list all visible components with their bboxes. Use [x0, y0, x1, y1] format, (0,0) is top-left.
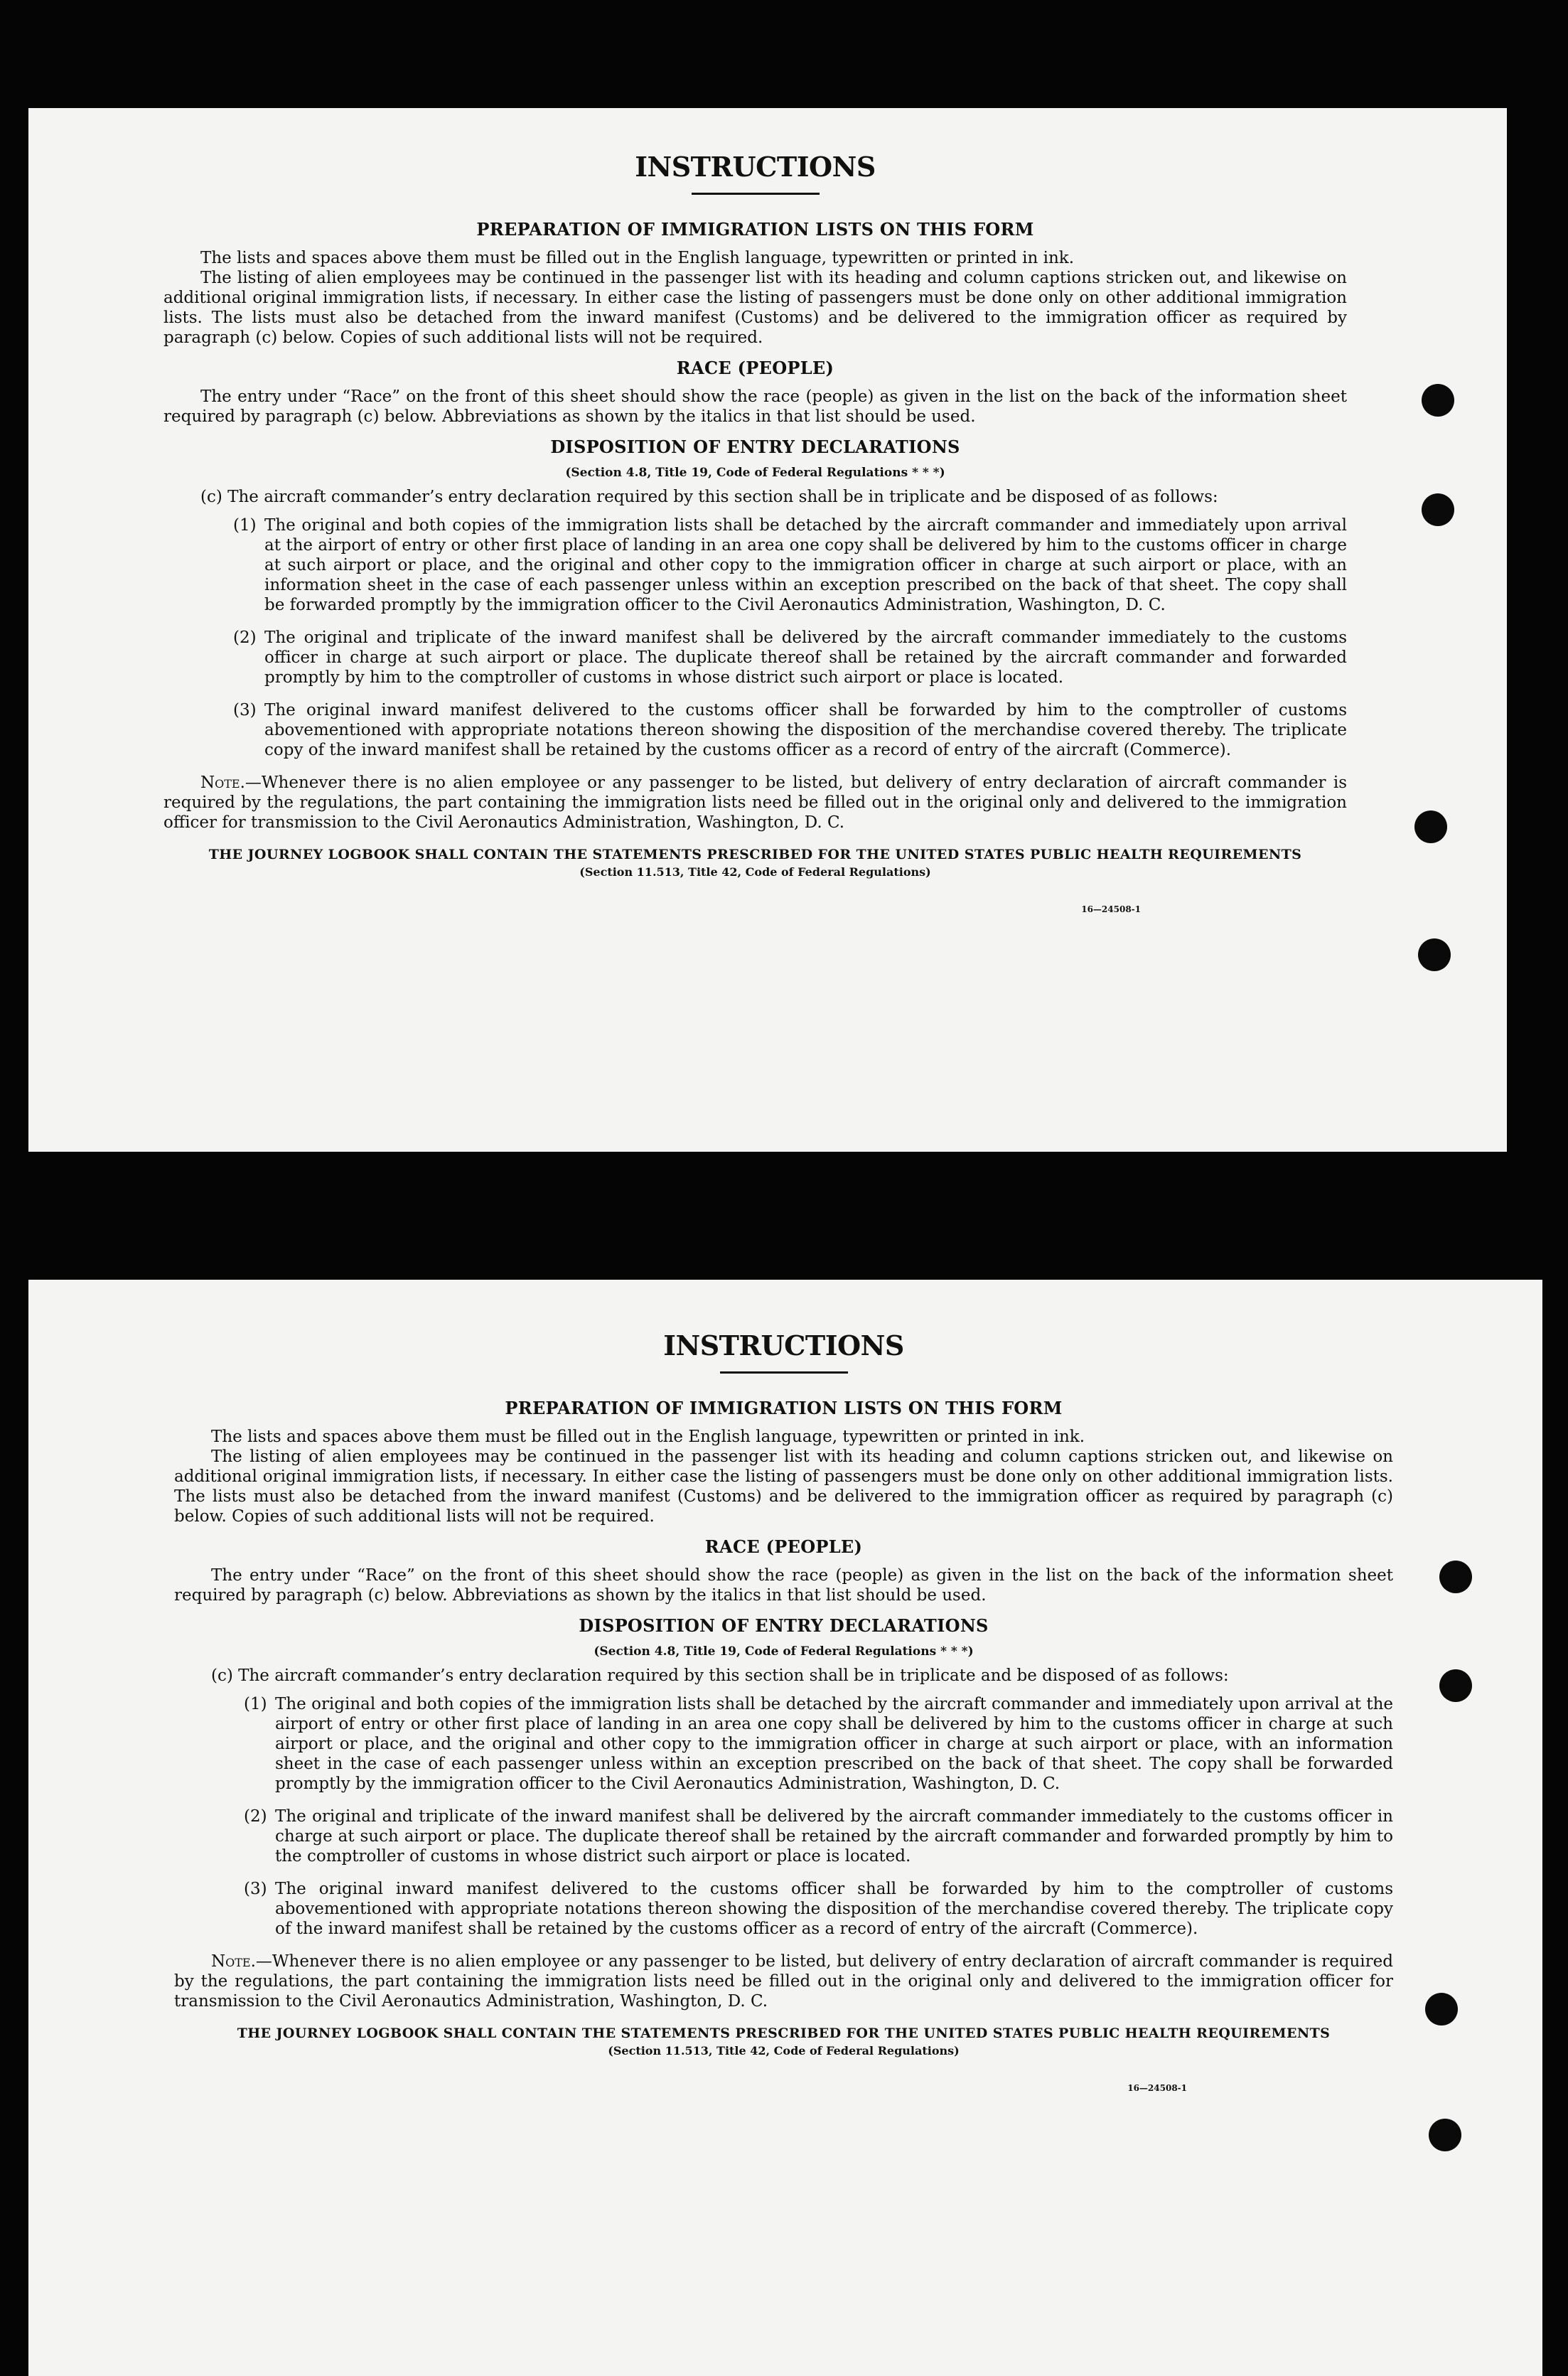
item-text: The original and triplicate of the inward manifest shall be delivered by the aircraft commander immediately to the customs officer in charge at such airport or place. The duplicate thereof shall be retained by the aircraft commander and forwarded promptly by him to the comptroller of customs in whose district such airport or place is located.: [275, 1807, 1393, 1866]
punch-hole: [1422, 384, 1454, 417]
note-paragraph: [163, 773, 1347, 833]
race-paragraph: The entry under “Race” on the front of this sheet should show the race (people) as given in the list on the back of the information sheet required by paragraph (c) below. Abbreviations as shown by the italics in that list should be used.: [163, 387, 1347, 426]
punch-hole: [1418, 938, 1451, 971]
list-item: [233, 628, 1347, 687]
note-text: —Whenever there is no alien employee or any passenger to be listed, but delivery of entry declaration of aircraft commander is required by the regulations, the part containing the immigration lists need be filled out in the original only and delivered to the immigration officer for transmission to the Civil Aeronautics Administration, Washington, D. C.: [163, 774, 1347, 832]
logbook-statement: THE JOURNEY LOGBOOK SHALL CONTAIN THE STATEMENTS PRESCRIBED FOR THE UNITED STATES PUBLIC HEALTH REQUIREMENTS: [237, 2026, 1331, 2041]
list-item: [244, 1879, 1393, 1939]
list-item: [244, 1694, 1393, 1794]
preparation-paragraph-2: The listing of alien employees may be continued in the passenger list with its heading and column captions stricken out, and likewise on additional original immigration lists, if necessary. In either case the listing of passengers must be done only on other additional immigration lists. The lists must also be detached from the inward manifest (Customs) and be delivered to the immigration officer as required by paragraph (c) below. Copies of such additional lists will not be required.: [163, 269, 1347, 347]
form-number: 16—24508-1: [1081, 904, 1141, 914]
preparation-paragraph-1: The lists and spaces above them must be filled out in the English language, typewritten or printed in ink.: [200, 249, 1075, 267]
note-lead: Note.: [200, 774, 245, 792]
note-paragraph: [174, 1952, 1393, 2011]
preparation-paragraph-2: The listing of alien employees may be continued in the passenger list with its heading and column captions stricken out, and likewise on additional original immigration lists, if necessary. In either case the listing of passengers must be done only on other additional immigration lists. The lists must also be detached from the inward manifest (Customs) and be delivered to the immigration officer as required by paragraph (c) below. Copies of such additional lists will not be required.: [174, 1447, 1393, 1526]
list-item: [233, 700, 1347, 760]
title-rule: [720, 1371, 848, 1374]
item-number: (2): [244, 1807, 267, 1826]
list-item: [233, 515, 1347, 615]
punch-hole: [1429, 2119, 1461, 2151]
item-text: The original and both copies of the immigration lists shall be detached by the aircraft commander and immediately upon arrival at the airport of entry or other first place of landing in an area one copy shall be delivered by him to the customs officer in charge at such airport or place, and the original and other copy to the immigration officer in charge at such airport or place, with an information sheet in the case of each passenger unless within an exception prescribed on the back of that sheet. The copy shall be forwarded promptly by the immigration officer to the Civil Aeronautics Administration, Washington, D. C.: [264, 516, 1347, 614]
disposition-heading: DISPOSITION OF ENTRY DECLARATIONS: [579, 1615, 989, 1636]
race-paragraph: The entry under “Race” on the front of this sheet should show the race (people) as given in the list on the back of the information sheet required by paragraph (c) below. Abbreviations as shown by the italics in that list should be used.: [174, 1566, 1393, 1605]
race-heading: RACE (PEOPLE): [704, 1536, 863, 1557]
note-lead: Note.: [211, 1952, 256, 1971]
disposition-citation: (Section 4.8, Title 19, Code of Federal Regulations * * *): [565, 466, 945, 480]
note-text: —Whenever there is no alien employee or any passenger to be listed, but delivery of entry declaration of aircraft commander is required by the regulations, the part containing the immigration lists need be filled out in the original only and delivered to the immigration officer for transmission to the Civil Aeronautics Administration, Washington, D. C.: [174, 1952, 1393, 2011]
form-number: 16—24508-1: [1127, 2083, 1187, 2093]
paragraph-c: (c) The aircraft commander’s entry declaration required by this section shall be in triplicate and be disposed of as follows:: [211, 1666, 1229, 1685]
preparation-heading: PREPARATION OF IMMIGRATION LISTS ON THIS FORM: [476, 219, 1034, 240]
punch-hole: [1439, 1561, 1472, 1593]
item-text: The original and both copies of the immigration lists shall be detached by the aircraft commander and immediately upon arrival at the airport of entry or other first place of landing in an area one copy shall be delivered by him to the customs officer in charge at such airport or place, and the original and other copy to the immigration officer in charge at such airport or place, with an information sheet in the case of each passenger unless within an exception prescribed on the back of that sheet. The copy shall be forwarded promptly by the immigration officer to the Civil Aeronautics Administration, Washington, D. C.: [275, 1695, 1393, 1793]
title-rule: [692, 193, 820, 195]
punch-hole: [1422, 493, 1454, 526]
item-number: (1): [233, 516, 257, 535]
logbook-citation: (Section 11.513, Title 42, Code of Federal Regulations): [608, 2044, 960, 2057]
sheet-title: INSTRUCTIONS: [635, 151, 876, 183]
item-text: The original inward manifest delivered to the customs officer shall be forwarded by him to the comptroller of customs abovementioned with appropriate notations thereon showing the disposition of the merchandise covered thereby. The triplicate copy of the inward manifest shall be retained by the customs officer as a record of entry of the aircraft (Commerce).: [264, 701, 1347, 759]
race-heading: RACE (PEOPLE): [676, 358, 834, 378]
punch-hole: [1414, 810, 1447, 843]
disposition-heading: DISPOSITION OF ENTRY DECLARATIONS: [550, 437, 960, 457]
item-number: (1): [244, 1695, 267, 1713]
item-number: (3): [233, 701, 257, 719]
item-number: (3): [244, 1880, 267, 1898]
logbook-citation: (Section 11.513, Title 42, Code of Federal Regulations): [579, 865, 931, 879]
sheet-content: [28, 1329, 1542, 2093]
punch-hole: [1425, 1993, 1458, 2026]
instruction-sheet-bottom: [28, 1280, 1542, 2376]
disposition-citation: (Section 4.8, Title 19, Code of Federal Regulations * * *): [594, 1644, 974, 1659]
item-text: The original inward manifest delivered to the customs officer shall be forwarded by him to the comptroller of customs abovementioned with appropriate notations thereon showing the disposition of the merchandise covered thereby. The triplicate copy of the inward manifest shall be retained by the customs officer as a record of entry of the aircraft (Commerce).: [275, 1880, 1393, 1938]
instruction-sheet-top: [28, 108, 1507, 1152]
sheet-content: [28, 151, 1507, 914]
punch-hole: [1439, 1669, 1472, 1702]
item-text: The original and triplicate of the inward manifest shall be delivered by the aircraft commander immediately to the customs officer in charge at such airport or place. The duplicate thereof shall be retained by the aircraft commander and forwarded promptly by him to the comptroller of customs in whose district such airport or place is located.: [264, 628, 1347, 687]
logbook-statement: THE JOURNEY LOGBOOK SHALL CONTAIN THE STATEMENTS PRESCRIBED FOR THE UNITED STATES PUBLIC HEALTH REQUIREMENTS: [208, 847, 1302, 862]
preparation-heading: PREPARATION OF IMMIGRATION LISTS ON THIS FORM: [505, 1398, 1063, 1418]
paragraph-c: (c) The aircraft commander’s entry declaration required by this section shall be in triplicate and be disposed of as follows:: [200, 488, 1218, 506]
list-item: [244, 1807, 1393, 1866]
item-number: (2): [233, 628, 257, 647]
sheet-title: INSTRUCTIONS: [663, 1329, 904, 1361]
preparation-paragraph-1: The lists and spaces above them must be filled out in the English language, typewritten or printed in ink.: [211, 1428, 1085, 1446]
